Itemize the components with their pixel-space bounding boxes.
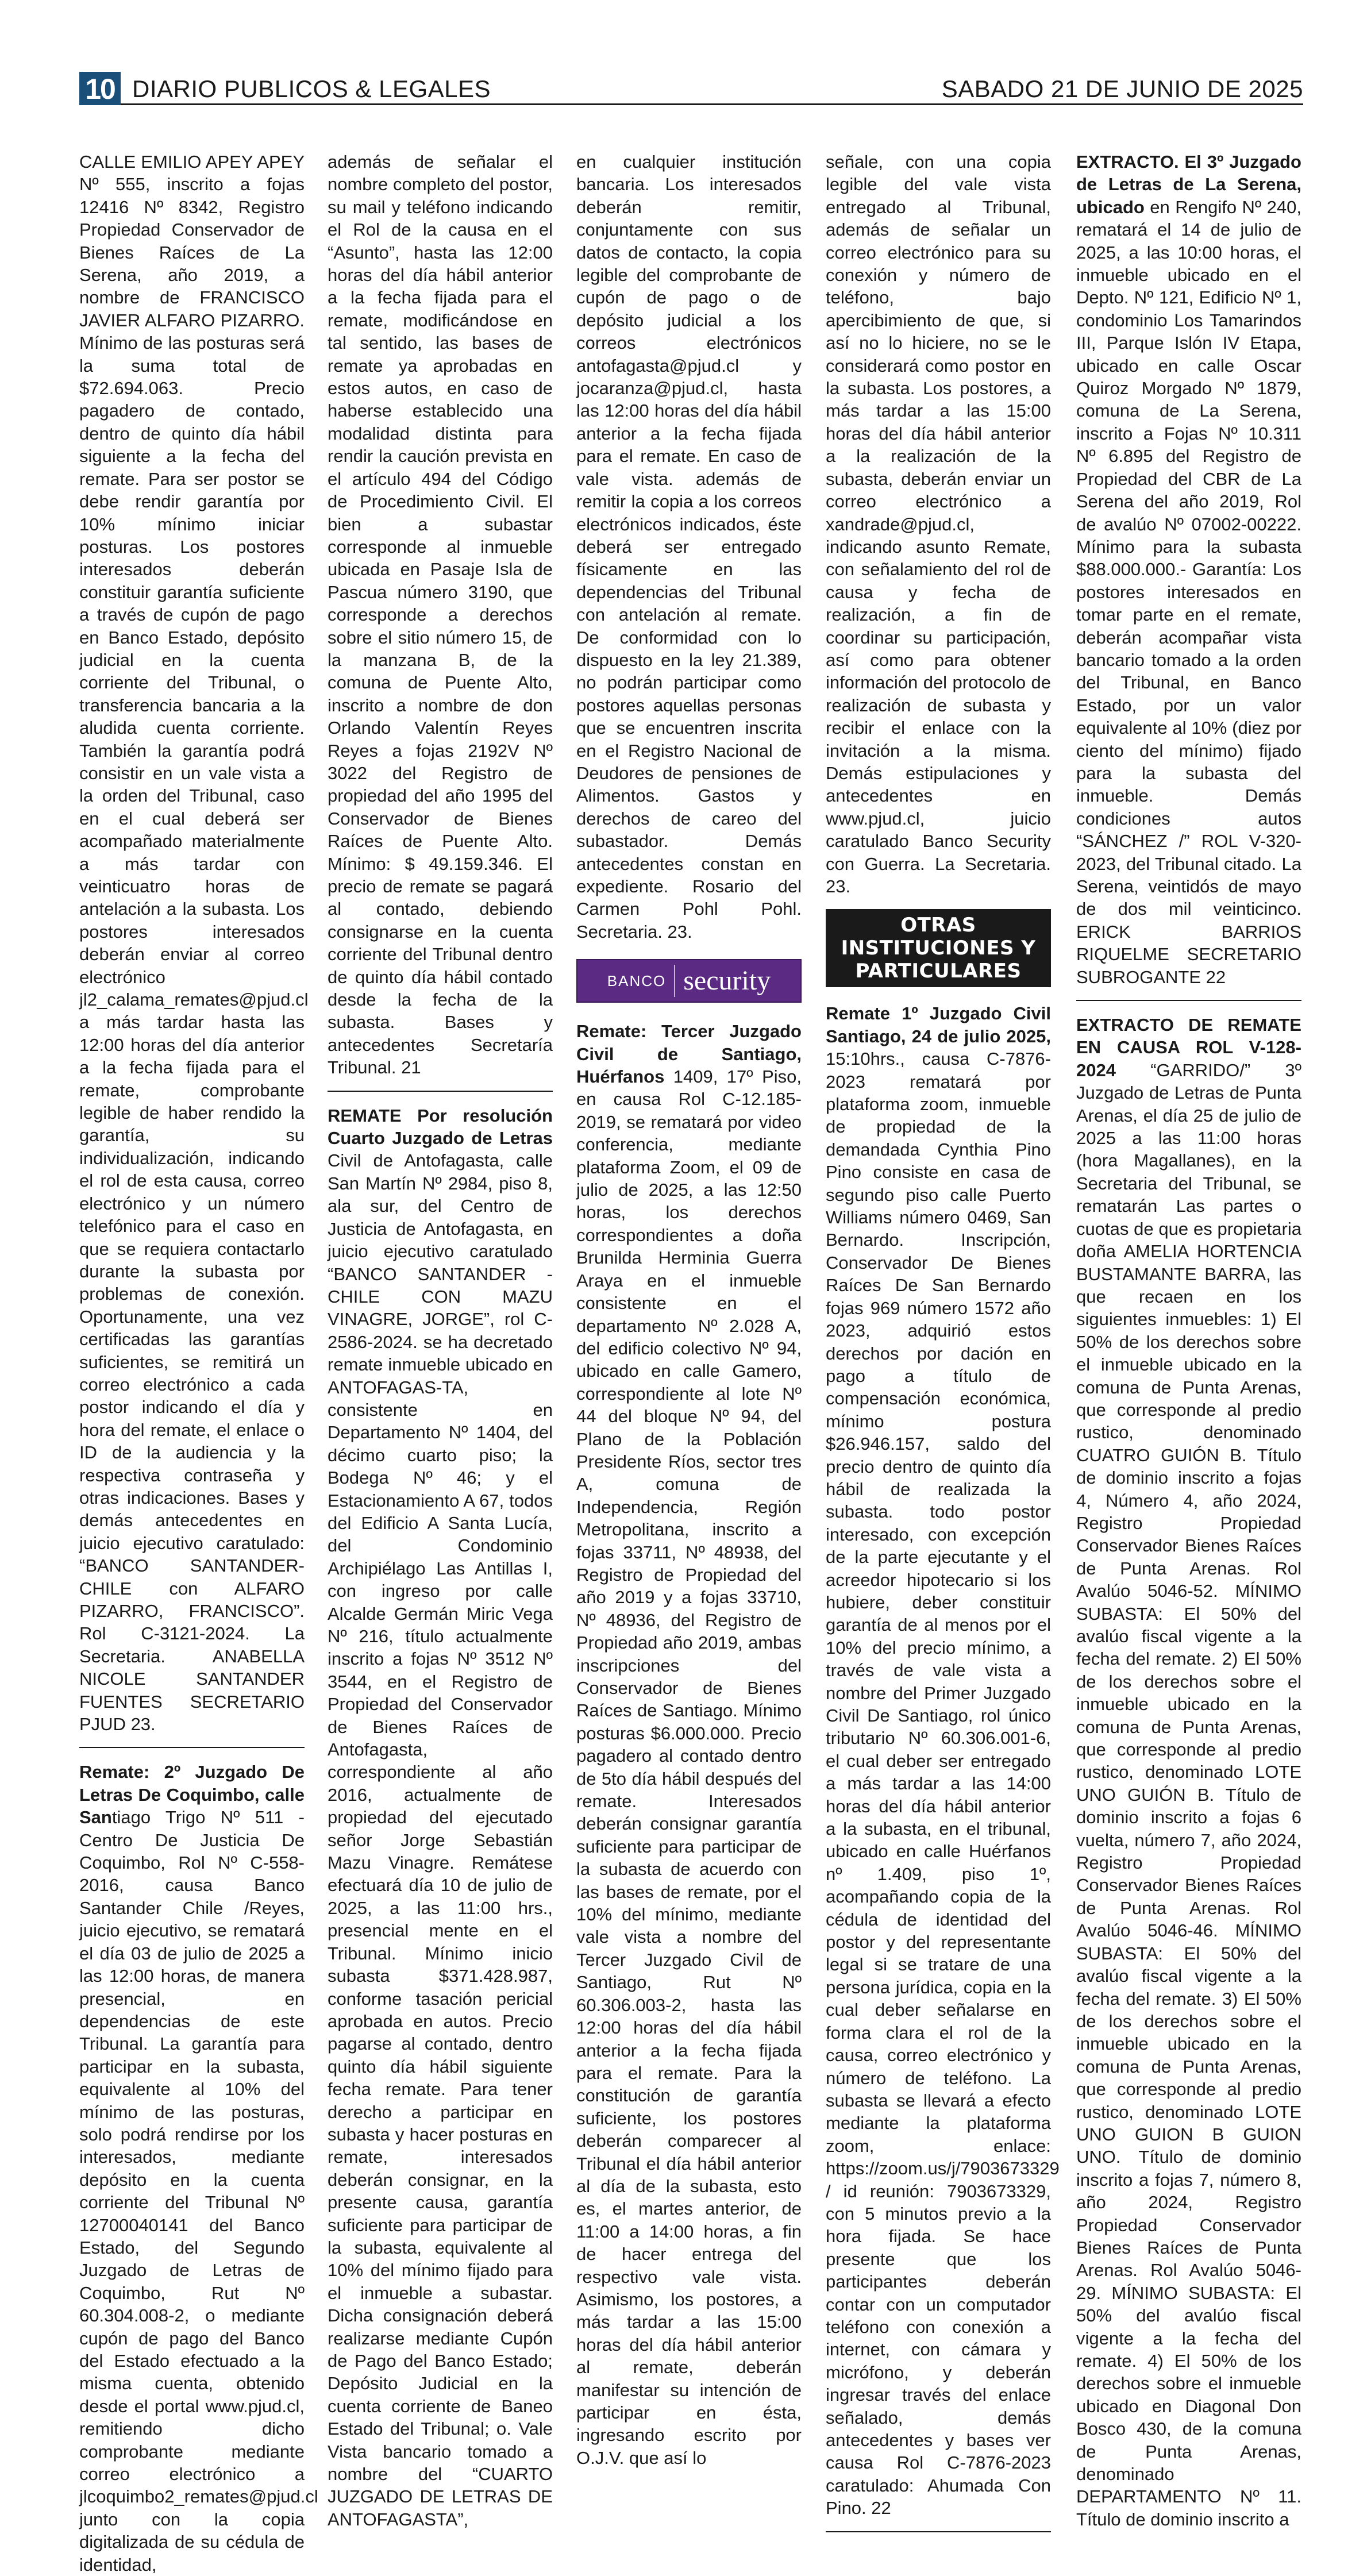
logo-word-banco: BANCO xyxy=(607,972,667,989)
notice xyxy=(1076,151,1301,988)
notice xyxy=(79,1761,318,2576)
banco-security-logo xyxy=(576,959,802,1003)
notice xyxy=(576,151,802,943)
notice-body: en Rengifo Nº 240, rematará el 14 de julio de 2025, a las 10:00 horas, el inmueble ubicado en el Depto. Nº 121, Edificio Nº 1, condominio Los Tamarindos III, Parque Islón IV Etapa, ubicado en calle Oscar Quiroz Morgado Nº 1879, comuna de La Serena, inscrito a Fojas Nº 10.311 Nº 6.895 del Registro de Propiedad del CBR de La Serena del año 2019, Rol de avalúo Nº 07002-00222. Mínimo para la subasta $88.000.000.- Garantía: Los postores interesados en tomar parte en el remate, deberán acompañar vista bancario tomado a la orden del Tribunal, en Banco Estado, por un valor equivalente al 10% (diez por ciento del mínimo) fijado para la subasta del inmueble. Demás condiciones autos “SÁNCHEZ /” ROL V-320-2023, del Tribunal citado. La Serena, veintidós de mayo de dos mil veinticinco. ERICK BARRIOS RIQUELME SECRETARIO SUBROGANTE 22 xyxy=(1076,197,1301,987)
notice-heading: Remate 1º Juzgado Civil Santiago, 24 de julio 2025, xyxy=(826,1003,1051,1046)
notice-body: tiago Trigo Nº 511 - Centro De Justicia De Coquimbo, Rol Nº C-558-2016, causa Banco Santander Chile /Reyes, juicio ejecutivo, se rematará el día 03 de julio de 2025 a las 12:00 horas, de manera presencial, en dependencias de este Tribunal. La garantía para participar en la subasta, equivalente al 10% del mínimo de las posturas, solo podrá rendirse por los interesados, mediante depósito en la cuenta corriente del Tribunal Nº 12700040141 del Banco Estado, del Segundo Juzgado de Letras de Coquimbo, Rut Nº 60.304.008-2, o mediante cupón de pago del Banco del Estado efectuado a la misma cuenta, obtenido desde el portal www.pjud.cl, remitiendo dicho comprobante mediante correo electrónico a jlcoquimbo2_remates@pjud.cl junto con la copia digitalizada de su cédula de identidad, xyxy=(79,1807,318,2575)
notice-body: Civil de Antofagasta, calle San Martín Nº 2984, piso 8, ala sur, del Centro de Justicia de Antofagasta, en juicio ejecutivo caratulado “BANCO SANTANDER - CHILE CON MAZU VINAGRE, JORGE”, rol C-2586-2024. se ha decretado remate inmueble ubicado en ANTOFAGAS-TA, consistente en Departamento Nº 1404, del décimo cuarto piso; la Bodega Nº 46; y el Estacionamiento A 67, todos del Edificio A Santa Lucía, del Condominio Archipiélago Las Antillas I, con ingreso por calle Alcalde Germán Miric Vega Nº 216, título actualmente inscrito a fojas Nº 3512 Nº 3544, en el Registro de Propiedad del Conservador de Bienes Raíces de Antofagasta, correspondiente al año 2016, actualmente de propiedad del ejecutado señor Jorge Sebastián Mazu Vinagre. Remátese efectuará día 10 de julio de 2025, a las 11:00 hrs., presencial mente en el Tribunal. Mínimo inicio subasta $371.428.987, conforme tasación pericial aprobada en autos. Precio pagarse al contado, dentro quinto día hábil siguiente fecha remate. Para tener derecho a participar en subasta y hacer posturas en remate, interesados deberán consignar, en la presente causa, garantía suficiente para participar de la subasta, equivalente al 10% del mínimo fijado para el inmueble a subastar. Dicha consignación deberá realizarse mediante Cupón de Pago del Banco Estado; Depósito Judicial en la cuenta corriente de Baneo Estado del Tribunal; o. Vale Vista bancario tomado a nombre del “CUARTO JUZGADO DE LETRAS DE ANTOFAGASTA”, xyxy=(328,1150,553,2529)
divider xyxy=(328,1091,553,1092)
notice xyxy=(576,1020,802,2469)
notice-heading: REMATE Por resolución Cuarto Juzgado de Letras xyxy=(328,1105,553,1149)
column-2 xyxy=(328,151,553,2529)
notice-heading: Remate: 2º Juzgado De Letras De Coquimbo, calle San xyxy=(79,1762,305,1828)
notice xyxy=(1076,1014,1301,2531)
notice-heading: EXTRACTO DE REMATE EN CAUSA ROL V-128-2024 xyxy=(1076,1015,1301,1080)
logo-word-security: security xyxy=(674,965,771,997)
column-1 xyxy=(79,151,318,2575)
notice xyxy=(826,1002,1060,2519)
notice-body: “GARRIDO/” 3º Juzgado de Letras de Punta Arenas, el día 25 de julio de 2025 a las 11:00 horas (hora Magallanes), en la Secretaria del Tribunal, se rematarán Las partes o cuotas de que es propietaria doña AMELIA HORTENCIA BUSTAMANTE BARRA, las que recaen en los siguientes inmuebles: 1) El 50% de los derechos sobre el inmueble ubicado en la comuna de Punta Arenas, que corresponde al predio rustico, denominado CUATRO GUIÓN B. Título de dominio inscrito a fojas 4, Número 4, año 2024, Registro Propiedad Conservador Bienes Raíces de Punta Arenas. Rol Avalúo 5046-52. MÍNIMO SUBASTA: El 50% del avalúo fiscal vigente a la fecha del remate. 2) El 50% de los derechos sobre el inmueble ubicado en la comuna de Punta Arenas, que corresponde al predio rustico, denominado LOTE UNO GUIÓN B. Título de dominio inscrito a fojas 6 vuelta, número 7, año 2024, Registro Propiedad Conservador Bienes Raíces de Punta Arenas. Rol Avalúo 5046-46. MÍNIMO SUBASTA: El 50% del avalúo fiscal vigente a la fecha del remate. 3) El 50% de los derechos sobre el inmueble ubicado en la comuna de Punta Arenas, que corresponde al predio rustico, denominado LOTE UNO GUION B GUION UNO. Título de dominio inscrito a fojas 7, número 8, año 2024, Registro Propiedad Conservador Bienes Raíces de Punta Arenas. Rol Avalúo 5046-29. MÍNIMO SUBASTA: El 50% del avalúo fiscal vigente a la fecha del remate. 4) El 50% de los derechos sobre el inmueble ubicado en Diagonal Don Bosco 430, de la comuna de Punta Arenas, denominado DEPARTAMENTO Nº 11. Título de dominio inscrito a xyxy=(1076,1060,1301,2529)
notice-body: además de señalar el nombre completo del postor, su mail y teléfono indicando el Rol de la causa en el “Asunto”, hasta las 12:00 horas del día hábil anterior a la fecha fijada para el remate, modificándose en tal sentido, las bases de remate ya aprobadas en estos autos, en caso de haberse establecido una modalidad distinta para rendir la caución prevista en el artículo 494 del Código de Procedimiento Civil. El bien a subastar corresponde al inmueble ubicada en Pasaje Isla de Pascua número 3190, que corresponde a derechos sobre el sitio número 15, de la manzana B, de la comuna de Puente Alto, inscrito a nombre de don Orlando Valentín Reyes Reyes a fojas 2192V Nº 3022 del Registro de propiedad del año 1995 del Conservador de Bienes Raíces de Puente Alto. Mínimo: $ 49.159.346. El precio de remate se pagará al contado, debiendo consignarse en la cuenta corriente del Tribunal dentro de quinto día hábil contado desde la fecha de la subasta. Bases y antecedentes Secretaría Tribunal. 21 xyxy=(328,152,553,1078)
section-banner: OTRAS INSTITUCIONES Y PARTICULARES xyxy=(826,909,1051,987)
notice-body: en cualquier institución bancaria. Los interesados deberán remitir, conjuntamente con sus datos de contacto, la copia legible del comprobante de cupón de pago o de depósito judicial a los correos electrónicos antofagasta@pjud.cl y jocaranza@pjud.cl, hasta las 12:00 horas del día hábil anterior a la fecha fijada para el remate. En caso de vale vista. además de remitir la copia a los correos electrónicos indicados, éste deberá ser entregado físicamente en las dependencias del Tribunal con antelación al remate. De conformidad con lo dispuesto en la ley 21.389, no podrán participar como postores aquellas personas que se encuentren inscrita en el Registro Nacional de Deudores de pensiones de Alimentos. Gastos y derechos de careo del subastador. Demás antecedentes constan en expediente. Rosario del Carmen Pohl Pohl. Secretaria. 23. xyxy=(576,152,802,942)
column-4 xyxy=(826,151,1060,2519)
page-number: 10 xyxy=(79,72,121,105)
notice xyxy=(826,151,1051,898)
notice-body: señale, con una copia legible del vale vista entregado al Tribunal, además de señalar un correo electrónico para su conexión y número de teléfono, bajo apercibimiento de que, si así no lo hiciere, no se le considerará como postor en la subasta. Los postores, a más tardar a las 15:00 horas del día hábil anterior a la realización de la subasta, deberán enviar un correo electrónico a xandrade@pjud.cl, indicando asunto Remate, con señalamiento del rol de causa y fecha de realización, a fin de coordinar su participación, así como para obtener información del protocolo de realización de subasta y recibir el enlace con la invitación a la misma. Demás estipulaciones y antecedentes en www.pjud.cl, juicio caratulado Banco Security con Guerra. La Secretaria. 23. xyxy=(826,152,1051,896)
divider xyxy=(79,1747,305,1748)
newspaper-name: DIARIO PUBLICOS & LEGALES xyxy=(132,75,491,102)
issue-date: SABADO 21 DE JUNIO DE 2025 xyxy=(941,75,1303,102)
page-header xyxy=(79,72,1303,105)
notice xyxy=(328,151,553,1079)
divider xyxy=(826,2531,1051,2532)
notice xyxy=(79,151,309,1735)
column-5 xyxy=(1076,151,1301,2529)
divider xyxy=(1076,1000,1301,1001)
notice-body: CALLE EMILIO APEY APEY Nº 555, inscrito a fojas 12416 Nº 8342, Registro Propiedad Conservador de Bienes Raíces de La Serena, año 2019, a nombre de FRANCISCO JAVIER ALFARO PIZARRO. Mínimo de las posturas será la suma total de $72.694.063. Precio pagadero de contado, dentro de quinto día hábil siguiente a la fecha del remate. Para ser postor se debe rendir garantía por 10% mínimo iniciar posturas. Los postores interesados deberán constituir garantía suficiente a través de cupón de pago en Banco Estado, depósito judicial en la cuenta corriente del Tribunal, o transferencia bancaria a la aludida cuenta corriente. También la garantía podrá consistir en un vale vista a la orden del Tribunal, caso en el cual deberá ser acompañado materialmente a más tardar con veinticuatro horas de antelación a la subasta. Los postores interesados deberán enviar al correo electrónico jl2_calama_remates@pjud.cl a más tardar hasta las 12:00 horas del día anterior a la fecha fijada para el remate, comprobante legible de haber rendido la garantía, su individualización, indicando el rol de esta causa, correo electrónico y un número telefónico para el caso en que se requiera contactarlo durante la subasta por problemas de conexión. Oportunamente, una vez certificadas las garantías suficientes, se remitirá un correo electrónico a cada postor indicando el día y hora del remate, el enlace o ID de la audiencia y la respectiva contraseña y otras indicaciones. Bases y demás antecedentes en juicio ejecutivo caratulado: “BANCO SANTANDER- CHILE con ALFARO PIZARRO, FRANCISCO”. Rol C-3121-2024. La Secretaria. ANABELLA NICOLE SANTANDER FUENTES SECRETARIO PJUD 23. xyxy=(79,152,309,1735)
notice xyxy=(328,1104,553,2531)
column-3 xyxy=(576,151,802,2468)
notice-heading: EXTRACTO. El 3º Juzgado de Letras de La Serena, ubicado xyxy=(1076,152,1301,217)
notice-heading: Remate: Tercer Juzgado Civil de Santiago, Huérfanos xyxy=(576,1021,802,1087)
notice-body: 1409, 17º Piso, en causa Rol C-12.185-2019, se rematará por video conferencia, mediante plataforma Zoom, el 09 de julio de 2025, a las 12:50 horas, los derechos correspondientes a doña Brunilda Herminia Guerra Araya en el inmueble consistente en el departamento Nº 2.028 A, del edificio colectivo Nº 94, ubicado en calle Gamero, correspondiente al lote Nº 44 del bloque Nº 94, del Plano de la Población Presidente Ríos, sector tres A, comuna de Independencia, Región Metropolitana, inscrito a fojas 33711, Nº 48938, del Registro de Propiedad del año 2019 y a fojas 33710, Nº 48936, del Registro de Propiedad año 2019, ambas inscripciones del Conservador de Bienes Raíces de Santiago. Mínimo posturas $6.000.000. Precio pagadero al contado dentro de 5to día hábil después del remate. Interesados deberán consignar garantía suficiente para participar de la subasta de acuerdo con las bases de remate, por el 10% del mínimo, mediante vale vista a nombre del Tercer Juzgado Civil de Santiago, Rut Nº 60.306.003-2, hasta las 12:00 horas del día hábil anterior a la fecha fijada para el remate. Para la constitución de garantía suficiente, los postores deberán comparecer al Tribunal el día hábil anterior al día de la subasta, esto es, el martes anterior, de 11:00 a 14:00 horas, a fin de hacer entrega del respectivo vale vista. Asimismo, los postores, a más tardar a las 15:00 horas del día hábil anterior al remate, deberán manifestar su intención de participar en ésta, ingresando escrito por O.J.V. que así lo xyxy=(576,1066,802,2468)
notice-body: 15:10hrs., causa C-7876-2023 rematará por plataforma zoom, inmueble de propiedad de la demandada Cynthia Pino Pino consiste en casa de segundo piso calle Puerto Williams número 0469, San Bernardo. Inscripción, Conservador De Bienes Raíces De San Bernardo fojas 969 número 1572 año 2023, adquirió estos derechos por dación en pago a título de compensación económica, mínimo postura $26.946.157, saldo del precio dentro de quinto día hábil de realizada la subasta. todo postor interesado, con excepción de la parte ejecutante y el acreedor hipotecario si los hubiere, deber constituir garantía de al menos por el 10% del precio mínimo, a través de vale vista a nombre del Primer Juzgado Civil De Santiago, rol único tributario Nº 60.306.001-6, el cual deber ser entregado a más tardar a las 14:00 horas del día hábil anterior a la subasta, en el tribunal, ubicado en calle Huérfanos nº 1.409, piso 1º, acompañando copia de la cédula de identidad del postor y del representante legal si se tratare de una persona jurídica, copia en la cual deber señalarse en forma clara el rol de la causa, correo electrónico y número de teléfono. La subasta se llevará a efecto mediante la plataforma zoom, enlace: https://zoom.us/j/7903673329 / id reunión: 7903673329, con 5 minutos previo a la hora fijada. Se hace presente que los participantes deberán contar con un computador teléfono con conexión a internet, con cámara y micrófono, y deberán ingresar través del enlace señalado, demás antecedentes y bases ver causa Rol C-7876-2023 caratulado: Ahumada Con Pino. 22 xyxy=(826,1049,1060,2519)
